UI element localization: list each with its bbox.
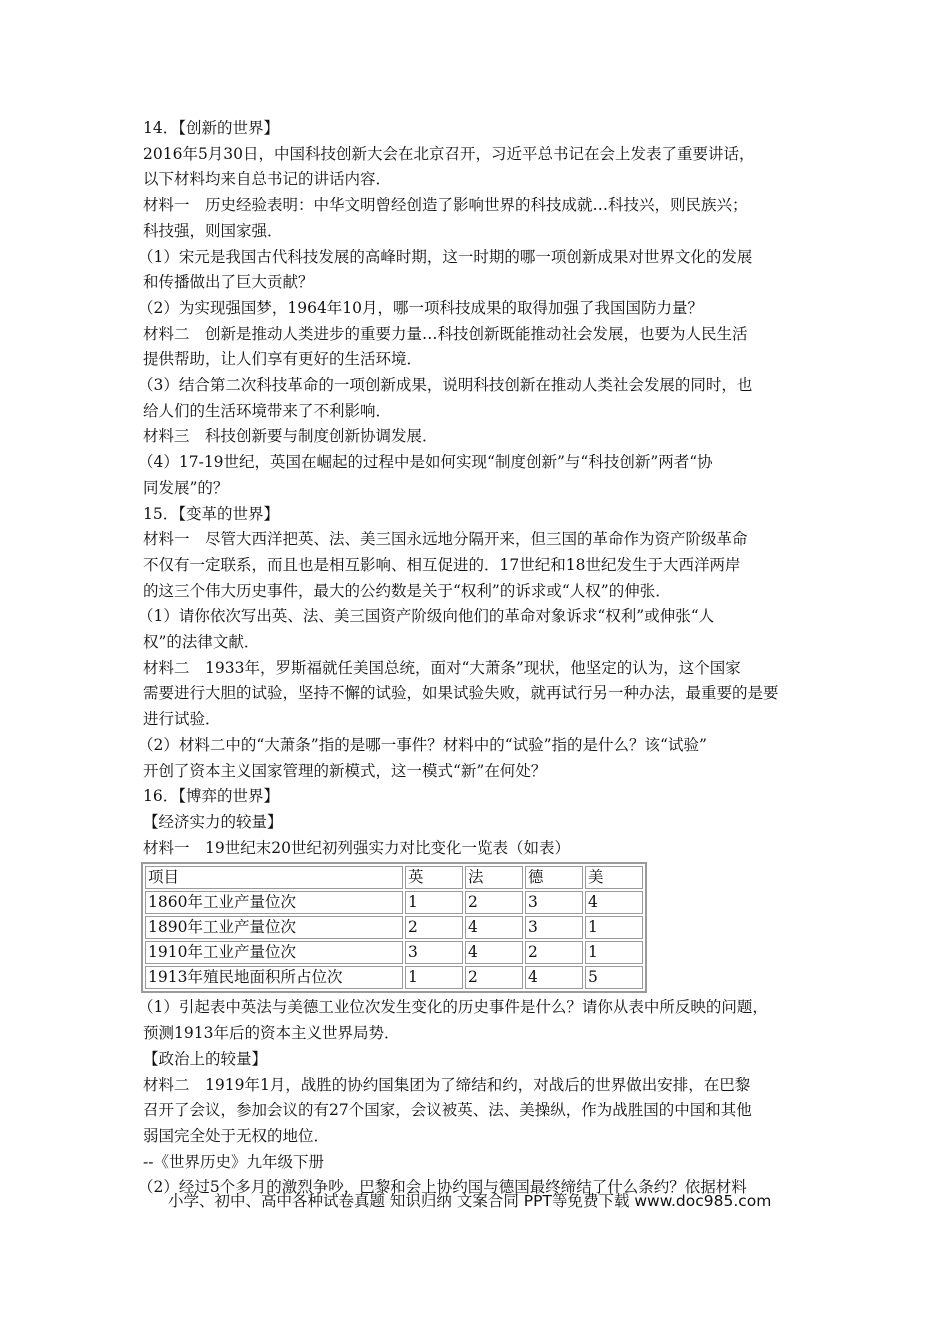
table-header-cell: 法 — [465, 866, 523, 889]
question-line: （1）请你依次写出英、法、美三国资产阶级向他们的革命对象诉求“权利”或伸张“人 — [138, 607, 715, 626]
text-line: 弱国完全处于无权的地位． — [143, 1126, 330, 1145]
table-cell: 4 — [525, 966, 583, 989]
document-body — [138, 116, 823, 1201]
table-cell: 3 — [525, 916, 583, 939]
table-cell: 5 — [585, 966, 643, 989]
text-line: 材料二 创新是推动人类进步的重要力量…科技创新既能推动社会发展，也要为人民生活 — [143, 324, 748, 343]
table-header-cell: 项目 — [145, 866, 403, 889]
table-cell: 1860年工业产量位次 — [145, 891, 403, 914]
table-cell: 3 — [525, 891, 583, 914]
table-cell: 2 — [465, 891, 523, 914]
question-line: （4）17-19世纪，英国在崛起的过程中是如何实现“制度创新”与“科技创新”两者“协 — [138, 453, 713, 472]
text-line: 材料二 1933年，罗斯福就任美国总统，面对“大萧条”现状，他坚定的认为，这个国家 — [143, 658, 741, 677]
subsection-title: 【经济实力的较量】 — [143, 812, 283, 831]
section-title-16: 16．【博弈的世界】 — [143, 787, 279, 806]
table-cell: 2 — [525, 941, 583, 964]
source-citation: --《世界历史》九年级下册 — [143, 1152, 324, 1171]
table-cell: 4 — [465, 916, 523, 939]
question-line: （1）引起表中英法与美德工业位次发生变化的历史事件是什么？请你从表中所反映的问题， — [138, 998, 768, 1017]
question-line: （3）结合第二次科技革命的一项创新成果，说明科技创新在推动人类社会发展的同时，也 — [138, 376, 753, 395]
text-line: 的这三个伟大历史事件，最大的公约数是关于“权利”的诉求或“人权”的伸张． — [143, 581, 671, 600]
table-cell: 1 — [585, 916, 643, 939]
text-line: 不仅有一定联系，而且也是相互影响、相互促进的．17世纪和18世纪发生于大西洋两岸 — [143, 555, 741, 574]
table-row — [145, 916, 643, 939]
question-line: （1）宋元是我国古代科技发展的高峰时期，这一时期的哪一项创新成果对世界文化的发展 — [138, 247, 753, 266]
question-line: （2）材料二中的“大萧条”指的是哪一事件？材料中的“试验”指的是什么？该“试验” — [138, 735, 707, 754]
text-line: 材料二 1919年1月，战胜的协约国集团为了缔结和约，对战后的世界做出安排，在巴黎 — [143, 1075, 751, 1094]
text-line: 材料三 科技创新要与制度创新协调发展． — [143, 427, 438, 446]
table-header-cell: 德 — [525, 866, 583, 889]
table-row — [145, 941, 643, 964]
text-line: 和传播做出了巨大贡献？ — [143, 273, 314, 292]
table-cell: 1 — [405, 891, 463, 914]
table-header-row — [145, 866, 643, 889]
table-cell: 1890年工业产量位次 — [145, 916, 403, 939]
text-line: 同发展”的？ — [143, 478, 229, 497]
table-header-cell: 美 — [585, 866, 643, 889]
subsection-title: 【政治上的较量】 — [143, 1049, 268, 1068]
text-line: 权”的法律文献． — [143, 633, 260, 652]
table-header-cell: 英 — [405, 866, 463, 889]
question-line: （2）经过5个多月的激烈争吵，巴黎和会上协约国与德国最终缔结了什么条约？依据材料 — [138, 1178, 747, 1197]
table-row — [145, 966, 643, 989]
section-title-15: 15．【变革的世界】 — [143, 504, 279, 523]
question-line: （2）为实现强国梦，1964年10月，哪一项科技成果的取得加强了我国国防力量？ — [138, 298, 704, 317]
text-line: 需要进行大胆的试验，坚持不懈的试验，如果试验失败，就再试行另一种办法，最重要的是要 — [143, 684, 779, 703]
table-cell: 1910年工业产量位次 — [145, 941, 403, 964]
table-row — [145, 891, 643, 914]
text-line: 预测1913年后的资本主义世界局势． — [143, 1024, 400, 1043]
power-comparison-table — [141, 862, 647, 993]
table-cell: 4 — [585, 891, 643, 914]
table-cell: 1913年殖民地面积所占位次 — [145, 966, 403, 989]
table-cell: 2 — [465, 966, 523, 989]
text-line: 科技强，则国家强． — [143, 221, 283, 240]
text-line: 开创了资本主义国家管理的新模式，这一模式“新”在何处？ — [143, 761, 547, 780]
table-cell: 3 — [405, 941, 463, 964]
text-line: 召开了会议，参加会议的有27个国家，会议被英、法、美操纵，作为战胜国的中国和其他 — [143, 1101, 752, 1120]
text-line: 进行试验． — [143, 710, 221, 729]
text-line: 提供帮助，让人们享有更好的生活环境． — [143, 350, 423, 369]
text-line: 材料一 19世纪末20世纪初列强实力对比变化一览表（如表） — [143, 838, 570, 857]
text-line: 材料一 历史经验表明：中华文明曾经创造了影响世界的科技成就…科技兴，则民族兴； — [143, 196, 748, 215]
text-line: 给人们的生活环境带来了不利影响． — [143, 401, 392, 420]
table-cell: 1 — [585, 941, 643, 964]
text-line: 材料一 尽管大西洋把英、法、美三国永远地分隔开来，但三国的革命作为资产阶级革命 — [143, 530, 748, 549]
table-cell: 4 — [465, 941, 523, 964]
table-cell: 2 — [405, 916, 463, 939]
section-title-14: 14．【创新的世界】 — [143, 119, 279, 137]
table-cell: 1 — [405, 966, 463, 989]
text-line: 2016年5月30日，中国科技创新大会在北京召开，习近平总书记在会上发表了重要讲话， — [143, 144, 755, 163]
text-line: 以下材料均来自总书记的讲话内容． — [143, 170, 392, 189]
page-footer: 小学、初中、高中各种试卷真题 知识归纳 文案合同 PPT等免费下载 www.doc985.com — [168, 1192, 772, 1210]
